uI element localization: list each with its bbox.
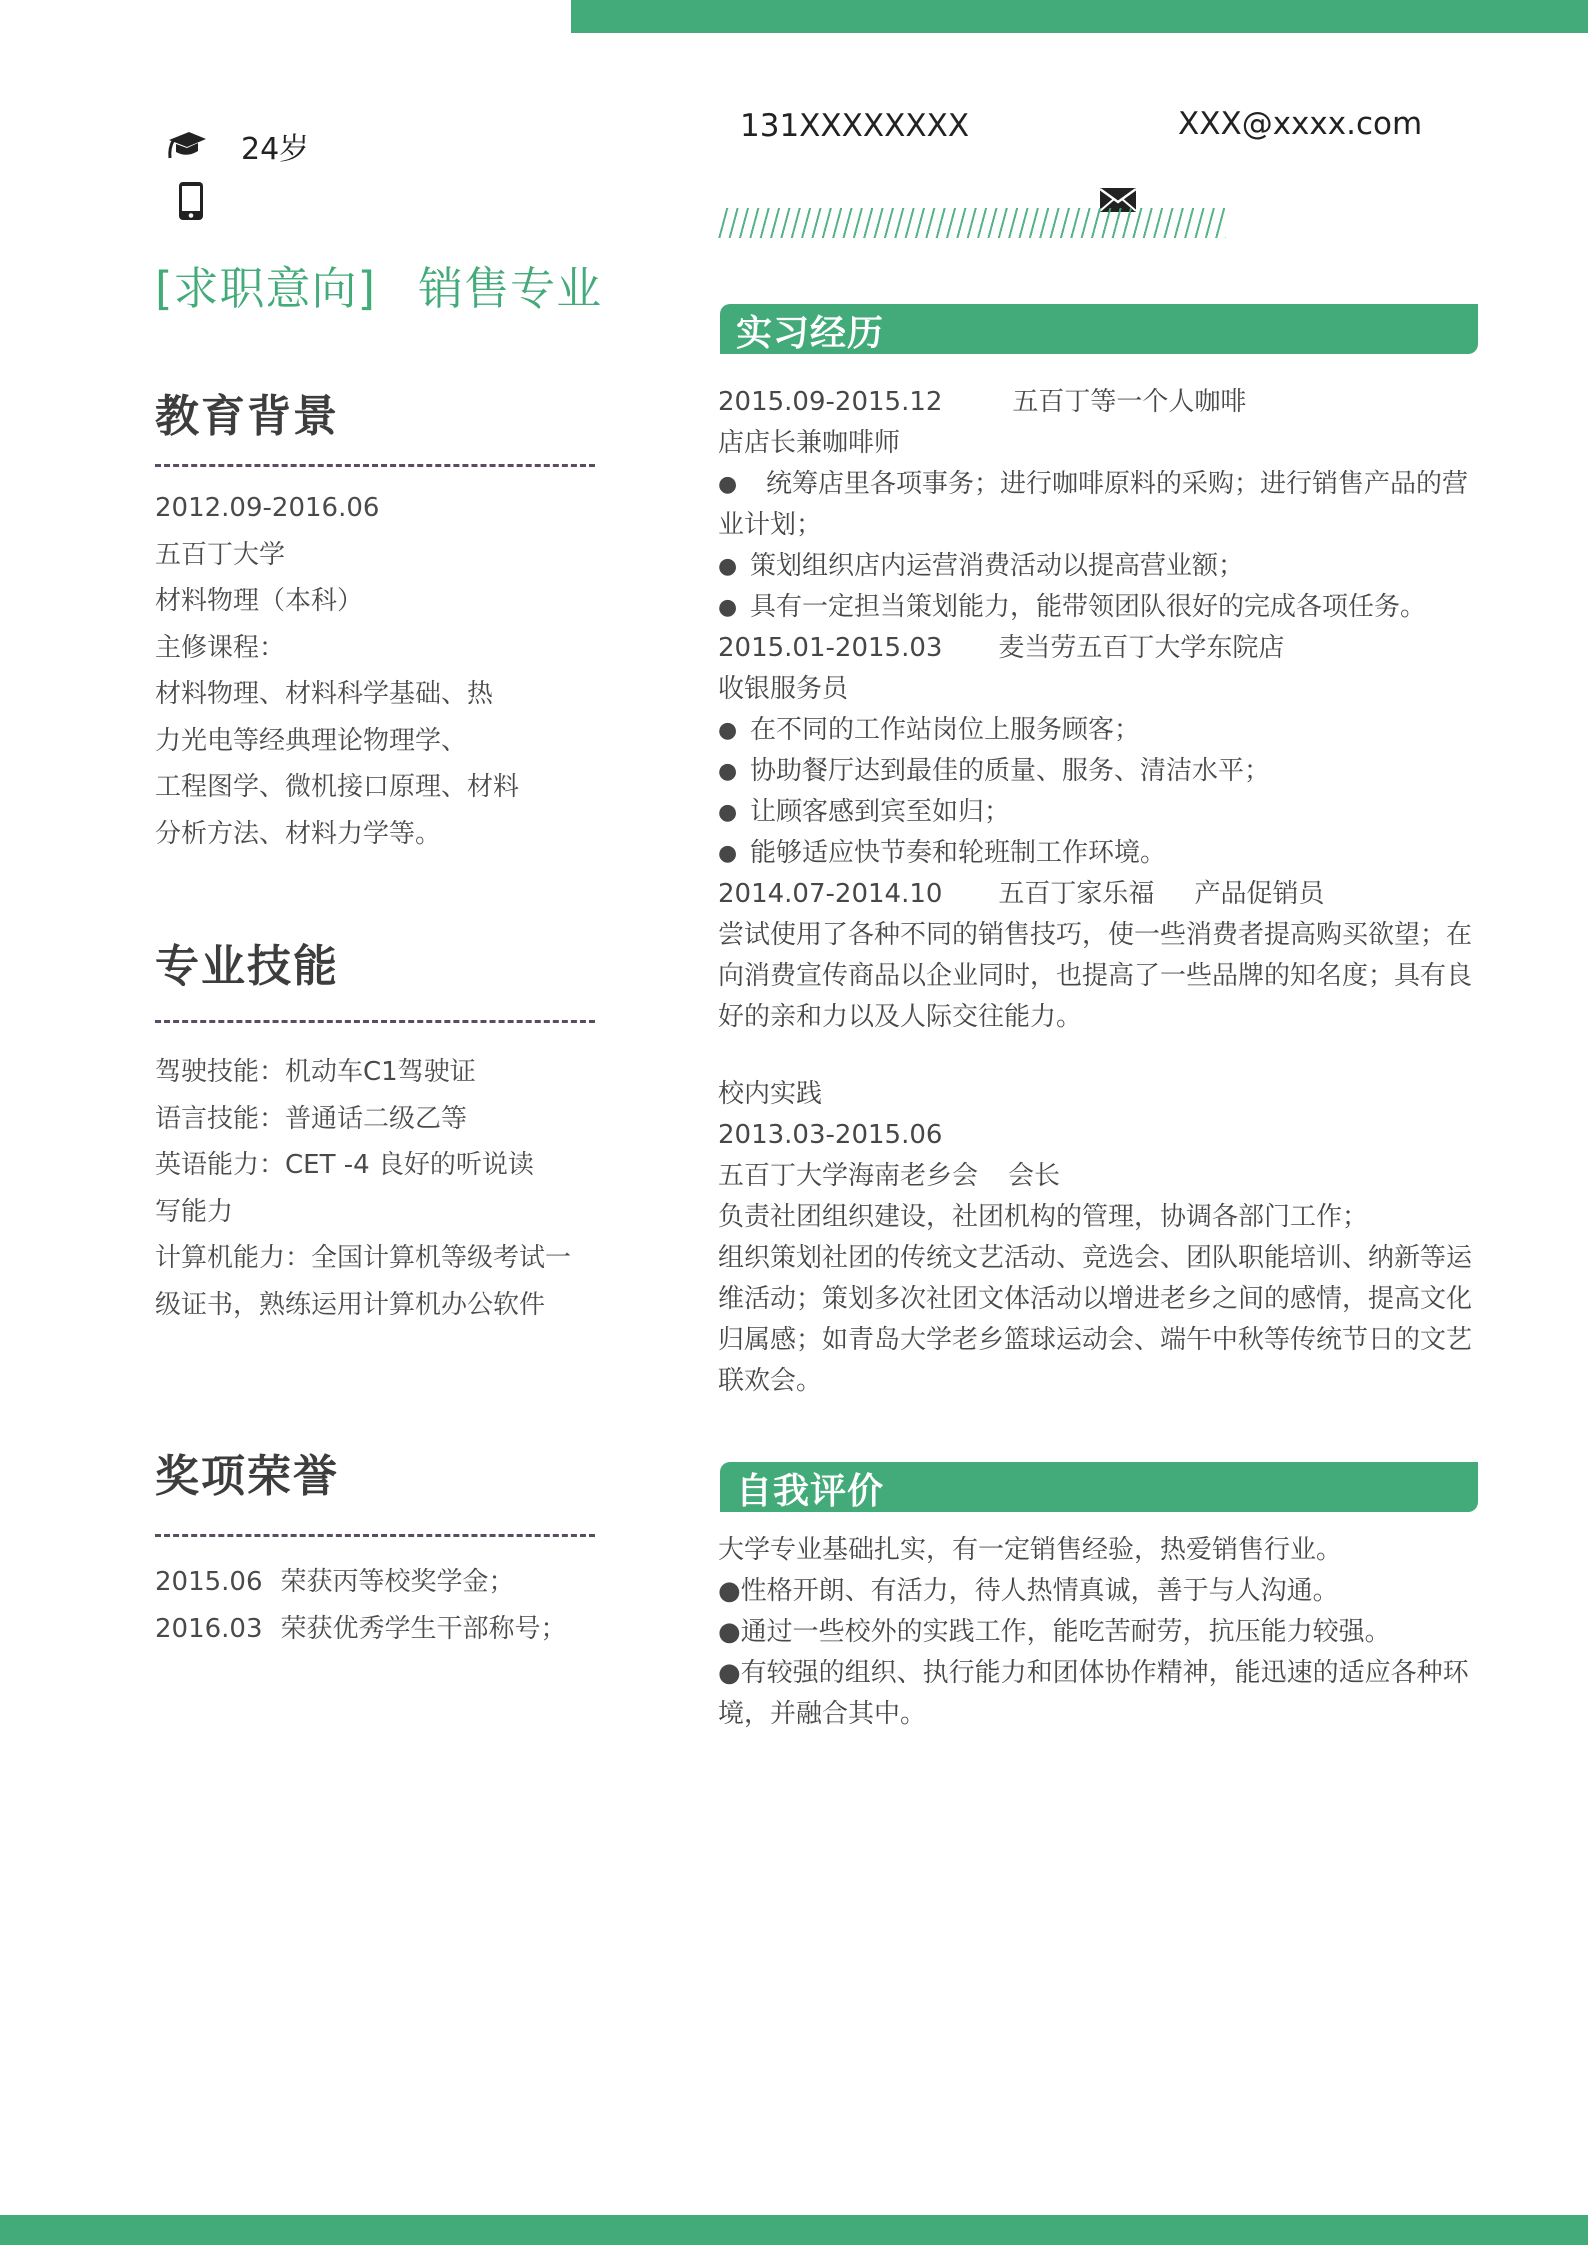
section-header-self-eval <box>720 1462 1478 1512</box>
job-bullet: ● 能够适应快节奏和轮班制工作环境。 <box>718 838 1167 868</box>
bottom-accent-bar <box>0 2215 1588 2245</box>
job-header <box>718 628 1486 669</box>
edu-dates: 2012.09-2016.06 <box>155 493 380 523</box>
job-company: 麦当劳五百丁大学东院店 <box>998 633 1285 663</box>
job-header <box>718 874 1486 915</box>
email-address: XXX@xxxx.com <box>1178 106 1423 142</box>
self-eval-content <box>718 1530 1486 1735</box>
internship-content <box>718 382 1486 1402</box>
job-intent-value: 销售专业 <box>418 262 603 315</box>
dashed-divider <box>155 1020 595 1023</box>
education-section <box>155 380 595 857</box>
age-row <box>165 124 309 168</box>
campus-role: 会长 <box>1008 1161 1061 1191</box>
edu-school: 五百丁大学 <box>155 539 286 570</box>
self-eval-bullet: ●有较强的组织、执行能力和团体协作精神，能迅速的适应各种环境，并融合其中。 <box>718 1658 1469 1729</box>
skill-line: 英语能力：CET -4 良好的听说读 <box>155 1150 534 1180</box>
campus-org: 五百丁大学海南老乡会 会长 <box>718 1161 1061 1191</box>
dashed-divider <box>155 464 595 467</box>
job-bullet: ● 协助餐厅达到最佳的质量、服务、清洁水平； <box>718 756 1271 786</box>
decorative-hatch-line <box>718 208 1226 238</box>
edu-courses-line: 分析方法、材料力学等。 <box>155 818 442 849</box>
job-date: 2014.07-2014.10 <box>718 879 943 909</box>
job-header <box>718 382 1486 423</box>
section-header-internship <box>720 304 1478 354</box>
job-role: 产品促销员 <box>1194 879 1325 909</box>
campus-date: 2013.03-2015.06 <box>718 1120 943 1150</box>
award-item <box>155 1606 595 1653</box>
edu-courses-line: 材料物理、材料科学基础、热 <box>155 679 494 709</box>
skills-section <box>155 930 595 1328</box>
skill-line: 计算机能力：全国计算机等级考试一 <box>155 1243 572 1273</box>
top-accent-bar <box>571 0 1588 33</box>
award-text: 荣获优秀学生干部称号； <box>280 1613 567 1644</box>
skill-line: 驾驶技能：机动车C1驾驶证 <box>155 1057 476 1087</box>
job-intent-label: [求职意向] <box>155 262 377 315</box>
mobile-phone-icon <box>178 181 204 225</box>
edu-courses-line: 力光电等经典理论物理学、 <box>155 725 468 756</box>
job-bullet: ● 在不同的工作站岗位上服务顾客； <box>718 715 1141 745</box>
age-value: 24岁 <box>241 132 310 167</box>
phone-number: 131XXXXXXXX <box>740 108 970 144</box>
self-eval-bullet: ●性格开朗、有活力，待人热情真诚，善于与人沟通。 <box>718 1576 1339 1606</box>
job-company: 五百丁等一个人咖啡 <box>1012 387 1247 417</box>
section-title-self-eval: 自我评价 <box>736 1471 885 1512</box>
self-eval-bullet: ●通过一些校外的实践工作，能吃苦耐劳，抗压能力较强。 <box>718 1617 1391 1647</box>
skill-line: 级证书，熟练运用计算机办公软件 <box>155 1289 546 1320</box>
job-company: 五百丁家乐福 <box>998 879 1155 909</box>
job-date: 2015.09-2015.12 <box>718 387 943 417</box>
job-description: 尝试使用了各种不同的销售技巧，使一些消费者提高购买欲望；在向消费宣传商品以企业同时，也提高了一些品牌的知名度；具有良好的亲和力以及人际交往能力。 <box>718 920 1473 1032</box>
edu-courses-line: 工程图学、微机接口原理、材料 <box>155 772 520 802</box>
award-text: 荣获丙等校奖学金； <box>280 1567 515 1597</box>
job-bullet: ● 统筹店里各项事务；进行咖啡原料的采购；进行销售产品的营业计划； <box>718 469 1469 540</box>
skill-line: 语言技能：普通话二级乙等 <box>155 1103 468 1134</box>
skill-line: 写能力 <box>155 1196 234 1227</box>
section-title-internship: 实习经历 <box>736 313 885 354</box>
graduation-cap-icon <box>165 128 207 164</box>
section-title-education: 教育背景 <box>155 391 339 442</box>
campus-duty: 负责社团组织建设，社团机构的管理，协调各部门工作； <box>718 1202 1369 1232</box>
edu-courses-label: 主修课程： <box>155 632 286 663</box>
section-title-awards: 奖项荣誉 <box>155 1451 339 1502</box>
awards-section <box>155 1440 595 1652</box>
self-eval-intro: 大学专业基础扎实，有一定销售经验，热爱销售行业。 <box>718 1535 1343 1565</box>
award-date: 2016.03 <box>155 1613 263 1644</box>
award-date: 2015.06 <box>155 1567 263 1597</box>
job-bullet: ● 策划组织店内运营消费活动以提高营业额； <box>718 551 1245 581</box>
campus-label: 校内实践 <box>718 1079 823 1109</box>
job-date: 2015.01-2015.03 <box>718 633 943 663</box>
job-role: 收银服务员 <box>718 674 849 704</box>
job-role: 店店长兼咖啡师 <box>718 428 901 458</box>
section-title-skills: 专业技能 <box>155 941 339 992</box>
dashed-divider <box>155 1534 595 1537</box>
job-bullet: ● 让顾客感到宾至如归； <box>718 797 1011 827</box>
edu-major: 材料物理（本科） <box>155 586 364 616</box>
job-bullet: ● 具有一定担当策划能力，能带领团队很好的完成各项任务。 <box>718 592 1427 622</box>
campus-description: 组织策划社团的传统文艺活动、竞选会、团队职能培训、纳新等运维活动；策划多次社团文体活动以增进老乡之间的感情，提高文化归属感；如青岛大学老乡篮球运动会、端午中秋等传统节日的文艺联欢会。 <box>718 1243 1473 1396</box>
award-item <box>155 1559 595 1606</box>
job-intent <box>155 252 602 317</box>
